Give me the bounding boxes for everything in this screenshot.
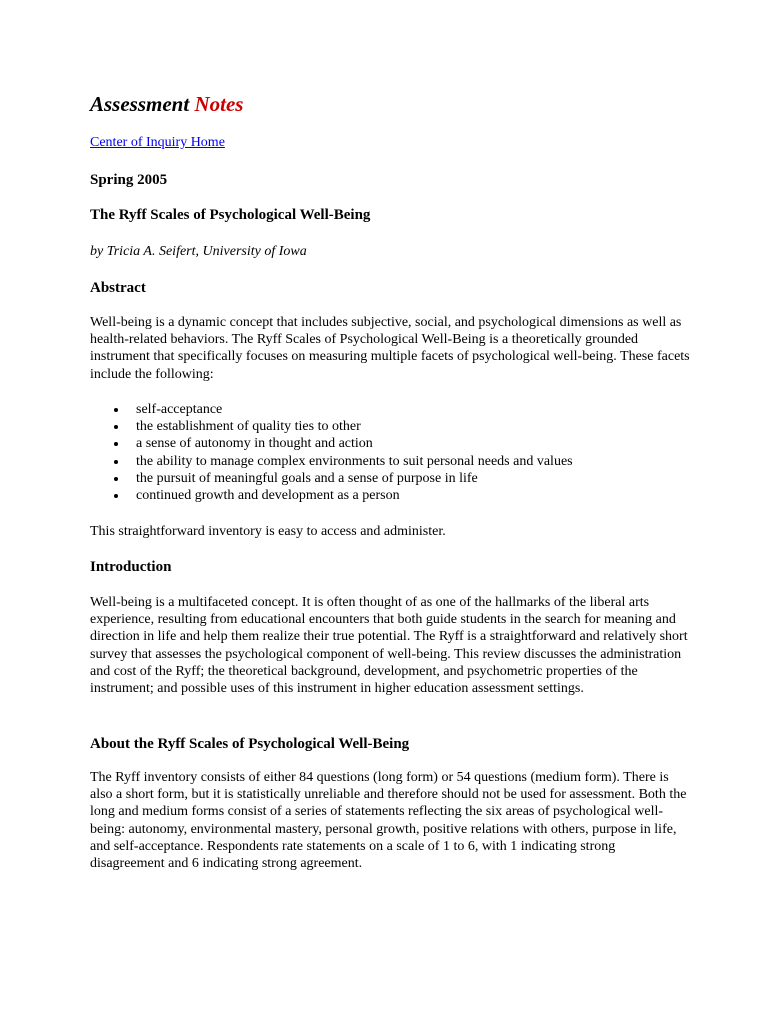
list-item [90,470,573,487]
newsletter-masthead [90,89,243,119]
bullet-dot-icon [114,425,118,429]
introduction-heading: Introduction [90,559,172,575]
article-title: The Ryff Scales of Psychological Well-Being [90,207,371,223]
abstract-closing: This straightforward inventory is easy to access and administer. [90,524,446,539]
facets-list [90,401,573,504]
facet-text: self-acceptance [136,402,223,417]
issue-date-heading: Spring 2005 [90,172,168,188]
facet-text: a sense of autonomy in thought and action [136,436,373,452]
bullet-dot-icon [114,442,118,446]
facet-text: the establishment of quality ties to other [136,419,361,435]
masthead-word-assessment: Assessment [90,92,190,116]
masthead-word-notes: Notes [194,92,244,116]
bullet-dot-icon [114,408,118,412]
about-ryff-paragraph: The Ryff inventory consists of either 84 questions (long form) or 54 questions (medium form). There is also a short form, but it is statistically unreliable and therefore should not be used for assessment. Both the long and medium forms consist of a series of statements reflecting the six areas of psychological well-being: autonomy, environmental mastery, personal growth, positive relations with others, purpose in life, and self-acceptance. Respondents rate statements on a scale of 1 to 6, with 1 indicating strong disagreement and 6 indicating strong agreement. [90,770,687,872]
bullet-dot-icon [114,477,118,481]
abstract-heading: Abstract [90,280,146,296]
list-item [90,401,573,418]
facet-text: the ability to manage complex environments to suit personal needs and values [136,453,573,469]
center-of-inquiry-home-link[interactable]: Center of Inquiry Home [90,135,225,150]
list-item [90,453,573,470]
abstract-paragraph: Well-being is a dynamic concept that includes subjective, social, and psychological dimensions as well as health-related behaviors. The Ryff Scales of Psychological Well-Being is a theoretically grounded instrument that specifically focuses on measuring multiple facets of psychological well-being. These facets include the following: [90,315,690,382]
introduction-paragraph: Well-being is a multifaceted concept. It is often thought of as one of the hallmarks of the liberal arts experience, resulting from educational encounters that both guide students in the search for meaning and direction in life and help them realize their true potential. The Ryff is a straightforward and relatively short survey that assesses the psychological component of well-being. This review discusses the administration and cost of the Ryff; the theoretical background, development, and psychometric properties of the instrument; and possible uses of this instrument in higher education assessment settings. [90,595,688,697]
list-item [90,418,573,435]
about-ryff-heading: About the Ryff Scales of Psychological Well-Being [90,736,410,752]
bullet-dot-icon [114,460,118,464]
facet-text: the pursuit of meaningful goals and a sense of purpose in life [136,470,478,486]
bullet-dot-icon [114,494,118,498]
facet-text: continued growth and development as a person [136,488,400,504]
author-byline: by Tricia A. Seifert, University of Iowa [90,244,307,259]
list-item [90,435,573,452]
list-item [90,487,573,504]
